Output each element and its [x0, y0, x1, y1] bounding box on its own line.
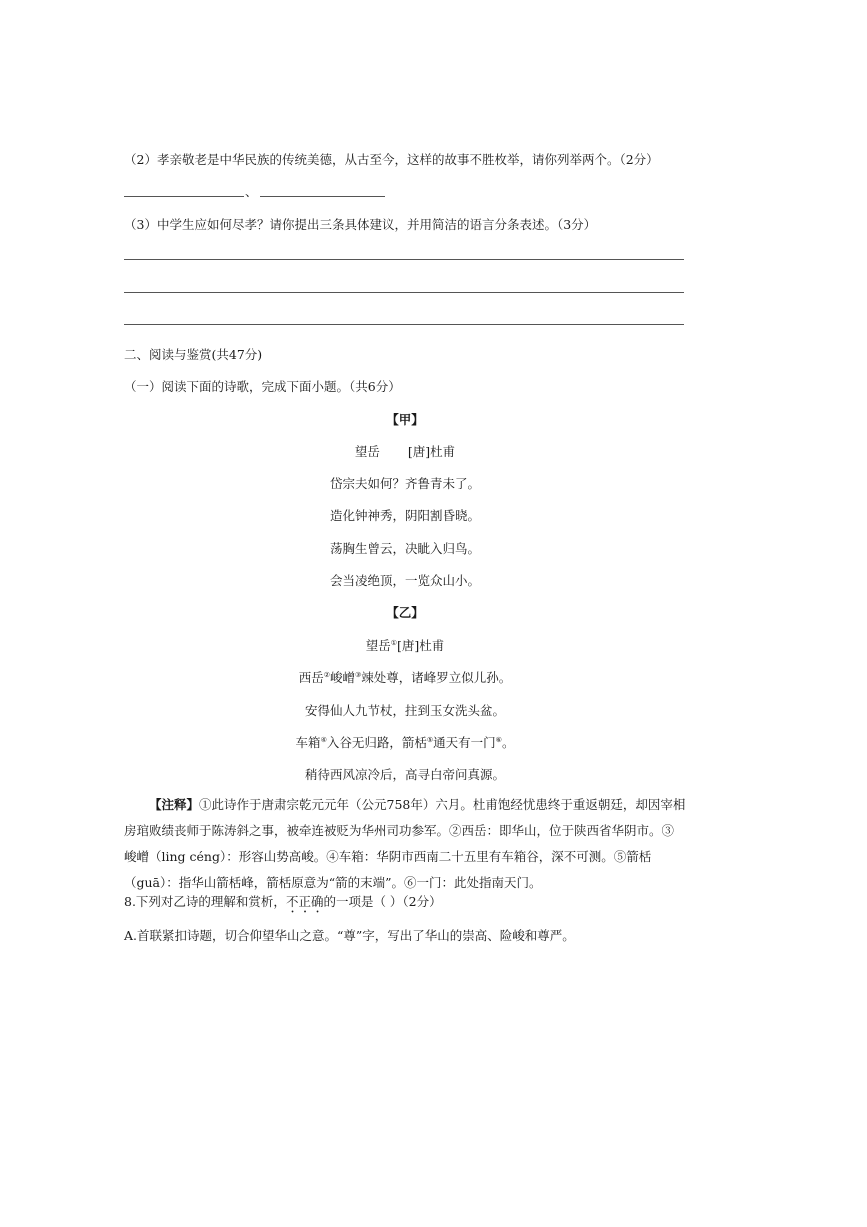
q2-prompt: （2）孝亲敬老是中华民族的传统美德，从古至今，这样的故事不胜枚举，请你列举两个。（2分） — [124, 152, 659, 167]
q2-separator: 、 — [245, 184, 258, 199]
poem-jia-line: 岱宗夫如何？齐鲁青未了。 — [329, 476, 480, 491]
footnote-marker: ⑥ — [495, 735, 502, 744]
footnote-marker: ① — [390, 638, 398, 647]
footnote-marker: ④ — [320, 735, 327, 744]
poem-jia-title: 望岳 — [354, 444, 380, 459]
q2-answer-line-2[interactable] — [260, 196, 385, 197]
poem-yi-line: 安得仙人九节杖，拄到玉女洗头盆。 — [304, 703, 505, 718]
option-a[interactable]: A.首联紧扣诗题，切合仰望华山之意。“尊”字，写出了华山的崇高、险峻和尊严。 — [124, 928, 575, 943]
poem-jia-line: 造化钟神秀，阴阳割昏晓。 — [329, 508, 480, 523]
emphasis-text: 不正确 — [285, 894, 324, 909]
poem-yi-author: [唐]杜甫 — [397, 638, 445, 653]
section-heading: 二、阅读与鉴赏(共47分) — [124, 347, 263, 362]
question-8: 8.下列对乙诗的理解和赏析，不正确的一项是（ ）（2分） — [124, 894, 442, 909]
annotation-label: 【注释】 — [149, 797, 200, 812]
poem-yi-title: 望岳 — [365, 638, 391, 653]
poem-yi-title-line — [0, 636, 810, 654]
poem-yi-line: 车箱④入谷无归路，箭栝⑤通天有一门⑥。 — [295, 735, 515, 750]
poem-jia-line: 会当凌绝顶，一览众山小。 — [329, 573, 480, 588]
annotation-block — [124, 792, 686, 896]
poem-yi-tag: 【乙】 — [386, 605, 424, 620]
q2-answer-line-1[interactable] — [124, 196, 244, 197]
poem-jia-tag: 【甲】 — [386, 412, 424, 427]
subsection-heading: （一）阅读下面的诗歌，完成下面小题。（共6分） — [124, 379, 401, 394]
footnote-marker: ② — [323, 670, 330, 679]
annotation-text: ①此诗作于唐肃宗乾元元年（公元758年）六月。杜甫饱经忧患终于重返朝廷，却因宰相房琯败绩丧师于陈涛斜之事，被牵连被贬为华州司功参军。②西岳：即华山，位于陕西省华阴市。③峻嶒（ling céng）：形容山势高峻。④车箱：华阴市西南二十五里有车箱谷，深不可测。⑤箭栝（guā）：指华山箭栝峰，箭栝原意为“箭的末端”。⑥一门：此处指南天门。 — [124, 797, 686, 890]
q3-prompt: （3）中学生应如何尽孝？请你提出三条具体建议，并用简洁的语言分条表述。（3分） — [124, 217, 597, 232]
q3-answer-line-3[interactable] — [124, 324, 684, 325]
poem-jia-author: [唐]杜甫 — [407, 444, 456, 459]
footnote-marker: ③ — [355, 670, 362, 679]
poem-jia-line: 荡胸生曾云，决眦入归鸟。 — [329, 541, 480, 556]
poem-yi-line: 西岳②峻嶒③竦处尊，诸峰罗立似儿孙。 — [298, 670, 512, 685]
q3-answer-line-1[interactable] — [124, 259, 684, 260]
q3-answer-line-2[interactable] — [124, 292, 684, 293]
poem-yi-line: 稍待西风凉冷后，高寻白帝问真源。 — [304, 767, 505, 782]
poem-jia-title-line — [0, 442, 810, 460]
footnote-marker: ⑤ — [426, 735, 434, 744]
